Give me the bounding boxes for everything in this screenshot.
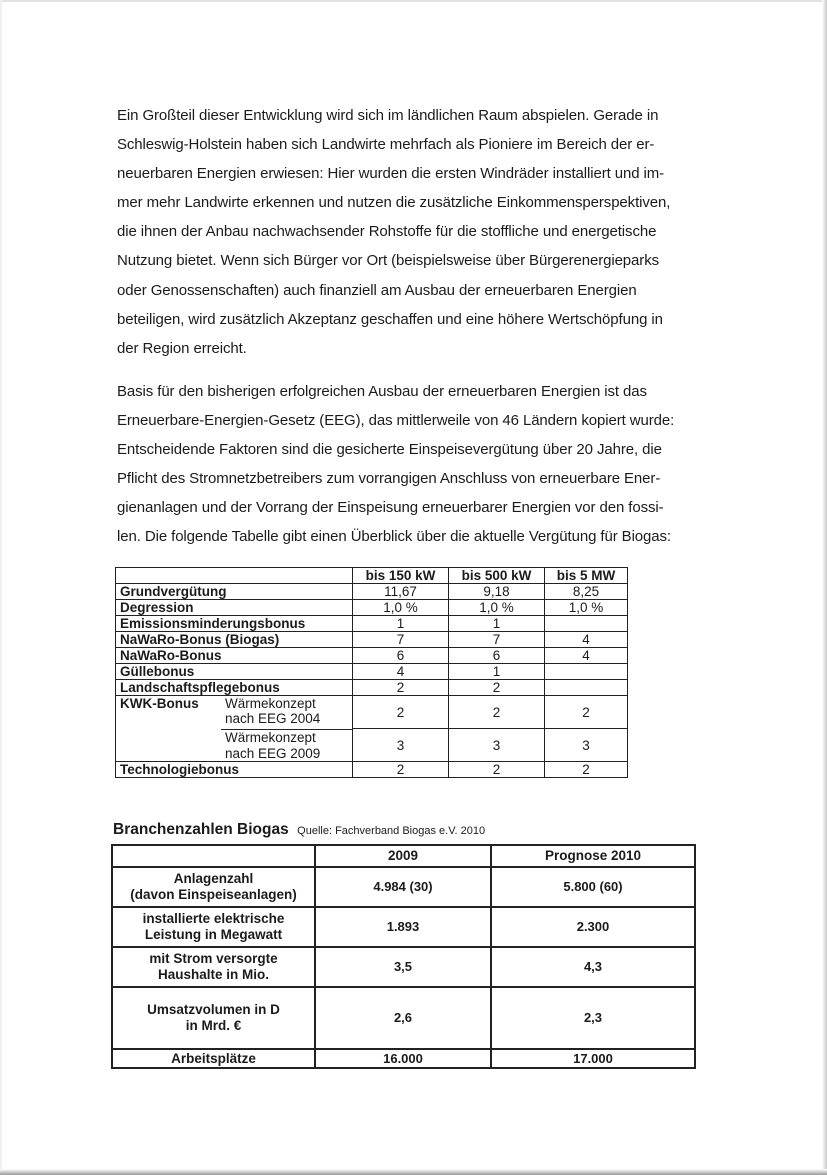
table-row	[116, 762, 628, 778]
text-line: oder Genossenschaften) auch finanziell am Ausbau der erneuerbaren Energien	[117, 281, 637, 299]
table-cell: 9,18	[449, 584, 545, 600]
table-cell: 6	[449, 648, 545, 664]
text-line: die ihnen der Anbau nachwachsender Rohstoffe für die stoffliche und energetische	[117, 223, 657, 241]
text-line: neuerbaren Energien erwiesen: Hier wurden die ersten Windräder installiert und im-	[117, 165, 665, 183]
text-line: mer mehr Landwirte erkennen und nutzen die zusätzliche Einkommensperspektiven,	[117, 194, 671, 212]
table-cell	[545, 616, 628, 632]
row-label: NaWaRo-Bonus (Biogas)	[116, 632, 353, 648]
text-line: Entscheidende Faktoren sind die gesicherte Einspeisevergütung über 20 Jahre, die	[117, 441, 662, 459]
text-line: der Region erreicht.	[117, 339, 247, 357]
kwk-sub-line: Wärmekonzept	[225, 729, 316, 745]
table-cell: 2	[353, 762, 449, 778]
table-cell: 2,3	[491, 987, 695, 1049]
table-cell: 2	[545, 696, 628, 729]
row-label	[112, 907, 315, 947]
kwk-cell	[116, 729, 353, 762]
row-label: Arbeitsplätze	[112, 1049, 315, 1068]
table-cell	[545, 680, 628, 696]
table-cell: 6	[353, 648, 449, 664]
table-cell: 3	[545, 729, 628, 762]
table-row	[112, 867, 695, 907]
row-label: Landschaftspflegebonus	[116, 680, 353, 696]
table-cell: 1	[449, 616, 545, 632]
scan-edge-top	[0, 0, 827, 2]
table-cell: 4	[545, 632, 628, 648]
text-line: Schleswig-Holstein haben sich Landwirte mehrfach als Pioniere im Bereich der er-	[117, 136, 655, 154]
row-label-line: Umsatzvolumen in D	[147, 1002, 280, 1017]
row-label-line: (davon Einspeiseanlagen)	[130, 887, 297, 902]
table-row	[116, 584, 628, 600]
table-cell: 11,67	[353, 584, 449, 600]
table-row	[116, 600, 628, 616]
row-label-line: mit Strom versorgte	[149, 951, 278, 966]
table-row	[112, 987, 695, 1049]
row-label-line: Haushalte in Mio.	[157, 967, 269, 982]
table-cell: 1	[449, 664, 545, 680]
scan-edge-right	[822, 0, 827, 1175]
sector-title: Branchenzahlen Biogas	[113, 821, 289, 838]
text-line: Erneuerbare-Energien-Gesetz (EEG), das mittlerweile von 46 Ländern kopiert wurde:	[117, 412, 675, 430]
text-line: beteiligen, wird zusätzlich Akzeptanz geschaffen und eine höhere Wertschöpfung in	[117, 310, 663, 328]
paragraph-eeg-basis	[117, 377, 729, 552]
table-cell: 17.000	[491, 1049, 695, 1068]
kwk-sub-line: nach EEG 2004	[225, 711, 321, 726]
table-row	[116, 648, 628, 664]
table-cell: 8,25	[545, 584, 628, 600]
row-label: Degression	[116, 600, 353, 616]
header-empty-cell	[116, 568, 353, 584]
header-2009: 2009	[315, 845, 491, 867]
text-line: Ein Großteil dieser Entwicklung wird sich im ländlichen Raum abspielen. Gerade in	[117, 107, 659, 124]
table-cell: 4	[353, 664, 449, 680]
table-cell: 2	[353, 696, 449, 729]
table-cell	[545, 664, 628, 680]
table-cell: 1,0 %	[449, 600, 545, 616]
table-cell: 2.300	[491, 907, 695, 947]
table-cell: 2,6	[315, 987, 491, 1049]
table-cell: 3	[449, 729, 545, 762]
row-label	[112, 987, 315, 1049]
text-line: Basis für den bisherigen erfolgreichen Ausbau der erneuerbaren Energien ist das	[117, 383, 647, 400]
kwk-sub-line: nach EEG 2009	[225, 745, 321, 761]
table-header-row	[116, 568, 628, 584]
table-row	[116, 616, 628, 632]
table-cell: 4	[545, 648, 628, 664]
text-line: len. Die folgende Tabelle gibt einen Überblick über die aktuelle Vergütung für Biogas:	[117, 528, 671, 546]
sector-source: Quelle: Fachverband Biogas e.V. 2010	[297, 825, 486, 837]
table-cell: 5.800 (60)	[491, 867, 695, 907]
kwk-sub-line: Wärmekonzept	[225, 696, 316, 711]
table-row	[116, 632, 628, 648]
table-row	[112, 907, 695, 947]
table-cell: 2	[353, 680, 449, 696]
table-cell: 2	[449, 762, 545, 778]
table-row	[116, 680, 628, 696]
table-cell: 1.893	[315, 907, 491, 947]
table-row-kwk-2009	[116, 729, 628, 762]
row-label	[112, 867, 315, 907]
sector-heading	[113, 821, 485, 839]
table-row	[116, 664, 628, 680]
header-bis-500kw: bis 500 kW	[449, 568, 545, 584]
row-label: Grundvergütung	[116, 584, 353, 600]
kwk-bonus-label: KWK-Bonus	[120, 696, 199, 711]
table-cell: 3,5	[315, 947, 491, 987]
text-line: Nutzung bietet. Wenn sich Bürger vor Ort (beispielsweise über Bürgerenergieparks	[117, 252, 659, 270]
biogas-sector-table	[111, 844, 696, 1069]
scan-edge-left	[0, 0, 2, 1175]
row-label: Güllebonus	[116, 664, 353, 680]
header-bis-150kw: bis 150 kW	[353, 568, 449, 584]
scan-edge-bottom	[0, 1169, 827, 1175]
table-cell: 1,0 %	[545, 600, 628, 616]
table-cell: 2	[449, 680, 545, 696]
row-label-line: Anlagenzahl	[173, 871, 254, 886]
kwk-cell	[116, 696, 353, 729]
table-row	[112, 1049, 695, 1068]
paragraph-rural-development	[117, 101, 729, 363]
table-cell: 1,0 %	[353, 600, 449, 616]
table-row-kwk-2004	[116, 696, 628, 729]
text-line: gienanlagen und der Vorrang der Einspeisung erneuerbarer Energien vor den fossi-	[117, 499, 664, 517]
header-empty-cell	[112, 845, 315, 867]
biogas-tariff-table	[115, 567, 628, 778]
row-label: Emissionsminderungsbonus	[116, 616, 353, 632]
row-label-line: Leistung in Megawatt	[144, 927, 283, 942]
header-bis-5mw: bis 5 MW	[545, 568, 628, 584]
text-line: Pflicht des Stromnetzbetreibers zum vorrangigen Anschluss von erneuerbare Ener-	[117, 470, 661, 488]
table-cell: 7	[353, 632, 449, 648]
table-cell: 3	[353, 729, 449, 762]
table-header-row	[112, 845, 695, 867]
table-cell: 7	[449, 632, 545, 648]
row-label-line: in Mrd. €	[185, 1018, 242, 1033]
row-label-line: installierte elektrische	[142, 911, 285, 926]
table-cell: 4,3	[491, 947, 695, 987]
row-label: NaWaRo-Bonus	[116, 648, 353, 664]
table-cell: 1	[353, 616, 449, 632]
row-label	[112, 947, 315, 987]
table-row	[112, 947, 695, 987]
table-cell: 4.984 (30)	[315, 867, 491, 907]
table-cell: 16.000	[315, 1049, 491, 1068]
row-label: Technologiebonus	[116, 762, 353, 778]
table-cell: 2	[545, 762, 628, 778]
table-cell: 2	[449, 696, 545, 729]
header-prognose-2010: Prognose 2010	[491, 845, 695, 867]
